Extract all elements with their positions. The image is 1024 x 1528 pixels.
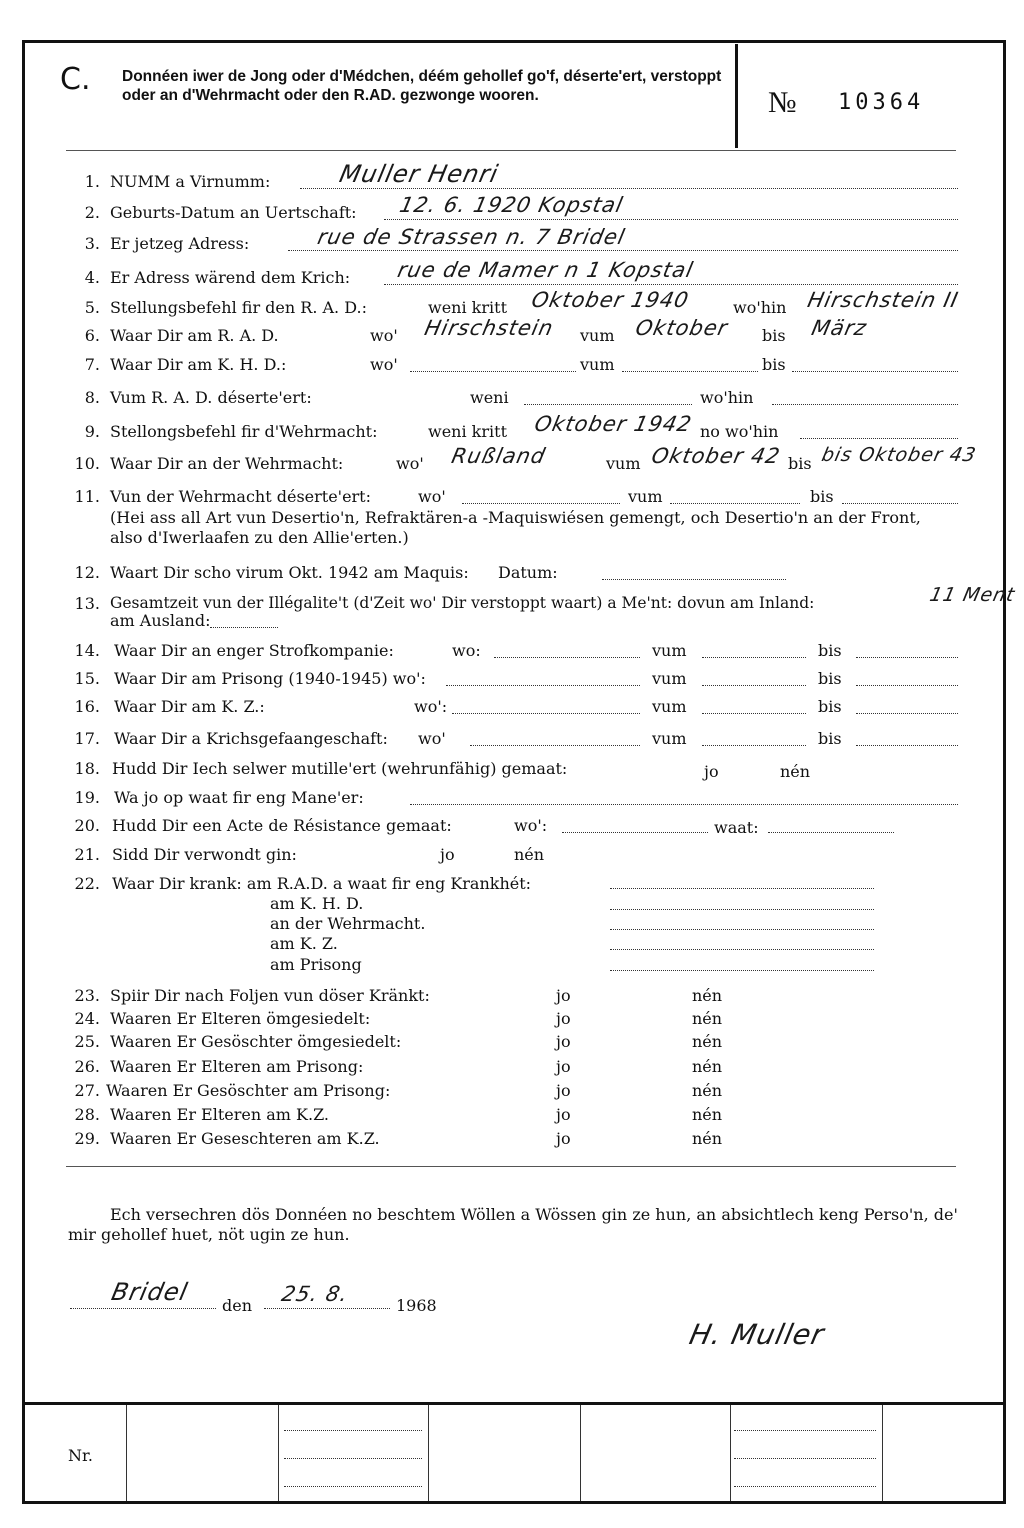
- handwritten-value: Oktober: [633, 316, 731, 340]
- handwritten-value: 11 Ment: [927, 584, 1018, 606]
- row-number: 7.: [84, 355, 100, 374]
- field-line: [288, 250, 958, 251]
- field-sublabel: bis: [818, 697, 842, 716]
- row-number: 29.: [74, 1129, 100, 1148]
- field-label: Waar Dir am R. A. D.: [110, 326, 279, 345]
- option-no: nén: [692, 986, 723, 1005]
- section-separator: [66, 1166, 956, 1167]
- field-label: Waar Dir an enger Strofkompanie:: [114, 641, 394, 660]
- field-label: Wa jo op waat fir eng Mane'er:: [114, 788, 364, 807]
- handwritten-value: Hirschstein: [422, 316, 556, 340]
- footer-line: [284, 1430, 422, 1431]
- row-number: 6.: [84, 326, 100, 345]
- field-line: [792, 371, 958, 372]
- field-sublabel: weni: [470, 388, 509, 407]
- field-sublabel: wo': [418, 729, 446, 748]
- field-sublabel: wo':: [414, 697, 448, 716]
- row-number: 16.: [74, 697, 100, 716]
- header-separator: [66, 150, 956, 151]
- field-line: [622, 371, 758, 372]
- field-label-birth: Geburts-Datum an Uertschaft:: [110, 203, 357, 222]
- field-line: [702, 657, 806, 658]
- option-no: nén: [692, 1129, 723, 1148]
- field-label: Waaren Er Elteren ömgesiedelt:: [110, 1009, 371, 1028]
- field-sublabel: wo': [370, 355, 398, 374]
- handwritten-name: Muller Henri: [337, 160, 502, 188]
- option-no: nén: [514, 845, 545, 864]
- field-sublabel: bis: [762, 326, 786, 345]
- option-no: nén: [692, 1105, 723, 1124]
- footer-cell-divider: [278, 1405, 279, 1501]
- field-line: [800, 438, 958, 439]
- row-number: 3.: [84, 234, 100, 253]
- option-yes: jo: [556, 1129, 571, 1148]
- section-letter: C.: [60, 62, 91, 97]
- field-sublabel: no wo'hin: [700, 422, 779, 441]
- field-label: Vum R. A. D. déserte'ert:: [110, 388, 312, 407]
- field-line: [610, 970, 874, 971]
- year-label: 1968: [396, 1296, 437, 1315]
- field-sublabel: bis: [818, 669, 842, 688]
- field-label: Waaren Er Geseschteren am K.Z.: [110, 1129, 380, 1148]
- footer-cell-divider: [428, 1405, 429, 1501]
- row-number: 15.: [74, 669, 100, 688]
- field-label: Hudd Dir een Acte de Résistance gemaat:: [112, 816, 452, 835]
- field-line: [524, 404, 692, 405]
- footer-cell-divider: [730, 1405, 731, 1501]
- handwritten-birth: 12. 6. 1920 Kopstal: [397, 193, 626, 217]
- field-sublabel: vum: [580, 355, 615, 374]
- field-line: [610, 909, 874, 910]
- field-line: [856, 713, 958, 714]
- field-line: [768, 832, 894, 833]
- option-yes: jo: [440, 845, 455, 864]
- option-no: nén: [692, 1009, 723, 1028]
- field-sublabel: bis: [818, 641, 842, 660]
- row-number: 24.: [74, 1009, 100, 1028]
- field-sublabel: wo:: [452, 641, 481, 660]
- row-number: 21.: [74, 845, 100, 864]
- field-line: [702, 685, 806, 686]
- field-sublabel: wo':: [514, 816, 548, 835]
- field-line: [452, 713, 640, 714]
- declaration-text: Ech versechren dös Donnéen no beschtem Wöllen a Wössen gin ze hun, an absichtlech keng Perso'n, de' mir gehollef huet, nöt ugin ze hun.: [68, 1205, 958, 1244]
- field-label-war-address: Er Adress wärend dem Krich:: [110, 268, 351, 287]
- option-yes: jo: [556, 986, 571, 1005]
- field-line: [264, 1308, 390, 1309]
- footer-line: [284, 1486, 422, 1487]
- field-sublabel: bis: [788, 454, 812, 473]
- field-sublabel: wo'hin: [700, 388, 754, 407]
- footer-cell-divider: [882, 1405, 883, 1501]
- row-number: 17.: [74, 729, 100, 748]
- field-sublabel: vum: [652, 729, 687, 748]
- row-number: 8.: [84, 388, 100, 407]
- field-line: [610, 929, 874, 930]
- field-sublabel: bis: [810, 487, 834, 506]
- row-number: 18.: [74, 759, 100, 778]
- field-line: [410, 804, 958, 805]
- field-line: [384, 284, 958, 285]
- field-line: [446, 685, 640, 686]
- field-line: [562, 832, 708, 833]
- field-label: Gesamtzeit vun der Illégalite't (d'Zeit wo' Dir verstoppt waart) a Me'nt: dovun am Inland:: [110, 594, 815, 612]
- handwritten-value: März: [809, 316, 870, 340]
- field-sublabel: waat:: [714, 818, 759, 837]
- option-yes: jo: [704, 762, 719, 781]
- footer-line: [734, 1430, 876, 1431]
- number-label: №: [768, 86, 797, 119]
- field-label-address: Er jetzeg Adress:: [110, 234, 250, 253]
- row-number: 1.: [84, 172, 100, 191]
- field-sublabel: am Ausland:: [110, 611, 211, 630]
- field-line: [300, 188, 958, 189]
- field-sublabel: vum: [652, 669, 687, 688]
- row-number: 9.: [84, 422, 100, 441]
- field-line: [494, 657, 640, 658]
- footer-rule: [24, 1402, 1004, 1405]
- field-line: [470, 745, 640, 746]
- field-label: Waaren Er Elteren am K.Z.: [110, 1105, 330, 1124]
- field-line: [856, 745, 958, 746]
- header-divider: [735, 44, 738, 148]
- handwritten-value: Oktober 1942: [532, 412, 695, 436]
- field-line: [702, 745, 806, 746]
- option-yes: jo: [556, 1009, 571, 1028]
- field-line: [210, 627, 278, 628]
- option-no: nén: [692, 1032, 723, 1051]
- footer-line: [284, 1458, 422, 1459]
- handwritten-date: 25. 8.: [279, 1282, 351, 1306]
- form-title: Donnéen iwer de Jong oder d'Médchen, déém gehollef go'f, déserte'ert, verstoppt oder an d'Wehrmacht oder den R.AD. gezwonge wooren.: [122, 68, 722, 104]
- field-line: [610, 888, 874, 889]
- footer-cell-divider: [580, 1405, 581, 1501]
- field-sublabel: wo': [418, 487, 446, 506]
- field-sublabel: Datum:: [498, 563, 558, 582]
- row-number: 2.: [84, 203, 100, 222]
- field-line: [856, 685, 958, 686]
- row-number: 19.: [74, 788, 100, 807]
- field-label: Waart Dir scho virum Okt. 1942 am Maquis:: [110, 563, 469, 582]
- field-sublabel: vum: [652, 697, 687, 716]
- option-yes: jo: [556, 1081, 571, 1100]
- row-number: 27.: [74, 1081, 100, 1100]
- row-number: 12.: [74, 563, 100, 582]
- row-number: 5.: [84, 298, 100, 317]
- handwritten-value: Oktober 42: [649, 444, 783, 468]
- field-label-name: NUMM a Virnumm:: [110, 172, 271, 191]
- field-sublabel: wo'hin: [733, 298, 787, 317]
- field-sublabel: an der Wehrmacht.: [270, 914, 426, 933]
- field-sublabel: vum: [652, 641, 687, 660]
- field-line: [602, 579, 786, 580]
- field-label: Waar Dir an der Wehrmacht:: [110, 454, 344, 473]
- field-sublabel: am Prisong: [270, 955, 362, 974]
- handwritten-place: Bridel: [109, 1278, 191, 1306]
- field-line: [702, 713, 806, 714]
- field-sublabel: bis: [818, 729, 842, 748]
- field-label: Waar Dir am K. H. D.:: [110, 355, 287, 374]
- field-label: Waar Dir krank: am R.A.D. a waat fir eng Krankhét:: [112, 874, 532, 893]
- field-label: Vun der Wehrmacht déserte'ert:: [110, 487, 371, 506]
- field-line: [410, 371, 576, 372]
- field-sublabel: weni kritt: [428, 422, 507, 441]
- field-sublabel: vum: [580, 326, 615, 345]
- option-yes: jo: [556, 1057, 571, 1076]
- field-sublabel: wo': [370, 326, 398, 345]
- field-label: Waaren Er Elteren am Prisong:: [110, 1057, 364, 1076]
- option-yes: jo: [556, 1032, 571, 1051]
- handwritten-value: Hirschstein II: [805, 288, 961, 312]
- field-label: Stellungsbefehl fir den R. A. D.:: [110, 298, 367, 317]
- handwritten-war-address: rue de Mamer n 1 Kopstal: [395, 258, 696, 282]
- document-number: 10364: [838, 90, 925, 115]
- row-number: 22.: [74, 874, 100, 893]
- field-line: [856, 657, 958, 658]
- den-label: den: [222, 1296, 253, 1315]
- footer-line: [734, 1486, 876, 1487]
- field-label: Stellongsbefehl fir d'Wehrmacht:: [110, 422, 378, 441]
- field-sublabel: vum: [606, 454, 641, 473]
- field-line: [610, 949, 874, 950]
- row-number: 20.: [74, 816, 100, 835]
- field-line: [772, 404, 958, 405]
- field-label: Sidd Dir verwondt gin:: [112, 845, 297, 864]
- footer-nr-label: Nr.: [68, 1446, 93, 1465]
- row-number: 14.: [74, 641, 100, 660]
- row-number: 11.: [74, 487, 100, 506]
- row-number: 26.: [74, 1057, 100, 1076]
- field-sublabel: am K. H. D.: [270, 894, 364, 913]
- field-line: [842, 503, 958, 504]
- handwritten-value: Rußland: [449, 444, 549, 468]
- field-sublabel: wo': [396, 454, 424, 473]
- field-label: Waaren Er Gesöschter ömgesiedelt:: [110, 1032, 402, 1051]
- field-line: [462, 503, 620, 504]
- field-line: [70, 1308, 216, 1309]
- field-label: Waaren Er Gesöschter am Prisong:: [106, 1081, 391, 1100]
- footer-cell-divider: [126, 1405, 127, 1501]
- field-sublabel: vum: [628, 487, 663, 506]
- row-number: 4.: [84, 268, 100, 287]
- field-sublabel: weni kritt: [428, 298, 507, 317]
- field-sublabel: bis: [762, 355, 786, 374]
- handwritten-value: bis Oktober 43: [819, 444, 979, 466]
- field-label: Hudd Dir Iech selwer mutille'ert (wehrunfähig) gemaat:: [112, 759, 568, 778]
- row-number: 10.: [74, 454, 100, 473]
- footer-line: [734, 1458, 876, 1459]
- field-label: Waar Dir am K. Z.:: [114, 697, 265, 716]
- field-label: Spiir Dir nach Foljen vun döser Kränkt:: [110, 986, 430, 1005]
- signature: H. Muller: [686, 1318, 828, 1351]
- field-label: Waar Dir a Krichsgefaangeschaft:: [114, 729, 388, 748]
- option-yes: jo: [556, 1105, 571, 1124]
- row-number: 13.: [74, 594, 100, 613]
- option-no: nén: [692, 1081, 723, 1100]
- row-number: 25.: [74, 1032, 100, 1051]
- field-line: [384, 219, 958, 220]
- field-line: [670, 503, 800, 504]
- handwritten-value: Oktober 1940: [529, 288, 692, 312]
- handwritten-address: rue de Strassen n. 7 Bridel: [315, 225, 628, 249]
- row-number: 23.: [74, 986, 100, 1005]
- field-sublabel: am K. Z.: [270, 934, 338, 953]
- row-number: 28.: [74, 1105, 100, 1124]
- note-desertion: (Hei ass all Art vun Desertio'n, Refraktären-a -Maquiswiésen gemengt, och Desertio'n an der Front, also d'Iwerlaafen zu den Allie'erten.): [110, 508, 921, 547]
- field-label: Waar Dir am Prisong (1940-1945) wo':: [114, 669, 426, 688]
- option-no: nén: [692, 1057, 723, 1076]
- option-no: nén: [780, 762, 811, 781]
